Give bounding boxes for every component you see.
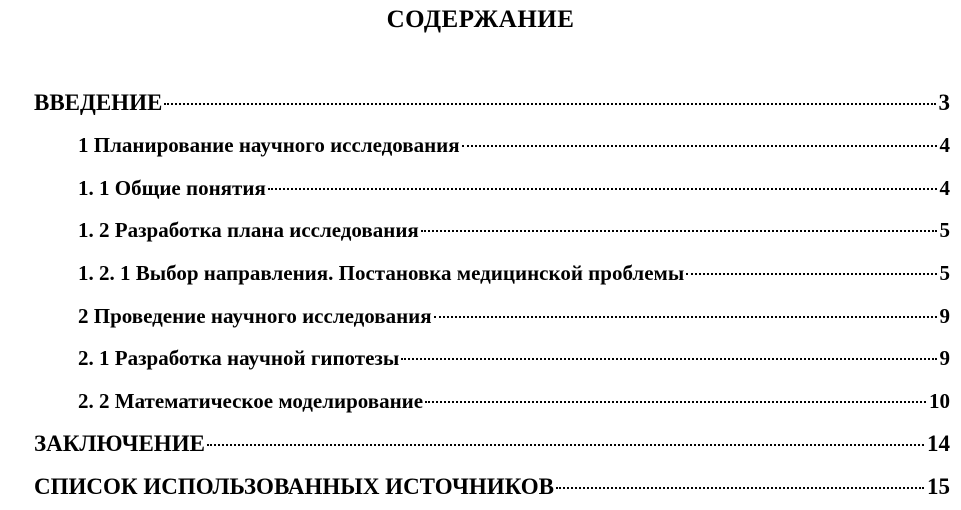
- dot-leader: [207, 444, 924, 446]
- toc-page-number: 9: [939, 346, 950, 370]
- toc-entry-label: 2. 1 Разработка научной гипотезы: [78, 346, 400, 370]
- toc-entry-label: ВВЕДЕНИЕ: [34, 90, 163, 115]
- toc-entry-label: 2 Проведение научного исследования: [78, 304, 432, 328]
- toc-page-number: 9: [939, 304, 950, 328]
- toc-entry-label: СПИСОК ИСПОЛЬЗОВАННЫХ ИСТОЧНИКОВ: [34, 474, 555, 499]
- dot-leader: [462, 145, 937, 147]
- toc-entry-label: 1 Планирование научного исследования: [78, 133, 460, 157]
- toc-entry-conclusion[interactable]: [34, 431, 950, 463]
- toc-page-number: 3: [938, 90, 950, 115]
- page-title: СОДЕРЖАНИЕ: [386, 6, 575, 33]
- toc-entry-label: 1. 2. 1 Выбор направления. Постановка медицинской проблемы: [78, 261, 685, 285]
- toc-entry-section-1-2-1[interactable]: [78, 261, 950, 293]
- dot-leader: [686, 273, 936, 275]
- toc-page-number: 15: [927, 474, 950, 499]
- dot-leader: [425, 401, 926, 403]
- toc-page-number: 4: [939, 133, 950, 157]
- toc-entry-section-1-1[interactable]: [78, 176, 950, 208]
- toc-entry-section-2-1[interactable]: [78, 346, 950, 378]
- dot-leader: [434, 316, 937, 318]
- toc-page-number: 4: [939, 176, 950, 200]
- toc-entry-label: 1. 1 Общие понятия: [78, 176, 266, 200]
- dot-leader: [268, 188, 937, 190]
- toc-entry-section-2[interactable]: [78, 304, 950, 336]
- toc-page-number: 5: [939, 261, 950, 285]
- toc-entry-references[interactable]: [34, 474, 950, 506]
- toc-entry-section-1[interactable]: [78, 133, 950, 165]
- dot-leader: [164, 103, 935, 105]
- toc-entry-label: 1. 2 Разработка плана исследования: [78, 218, 419, 242]
- toc-page-number: 14: [927, 431, 950, 456]
- toc-entry-label: 2. 2 Математическое моделирование: [78, 389, 424, 413]
- toc-entry-introduction[interactable]: [34, 90, 950, 122]
- dot-leader: [421, 230, 937, 232]
- toc-entry-section-2-2[interactable]: [78, 389, 950, 421]
- toc-entry-section-1-2[interactable]: [78, 218, 950, 250]
- toc-entry-label: ЗАКЛЮЧЕНИЕ: [34, 431, 205, 456]
- dot-leader: [556, 487, 924, 489]
- dot-leader: [401, 358, 936, 360]
- toc-page-number: 5: [939, 218, 950, 242]
- toc-page-number: 10: [929, 389, 950, 413]
